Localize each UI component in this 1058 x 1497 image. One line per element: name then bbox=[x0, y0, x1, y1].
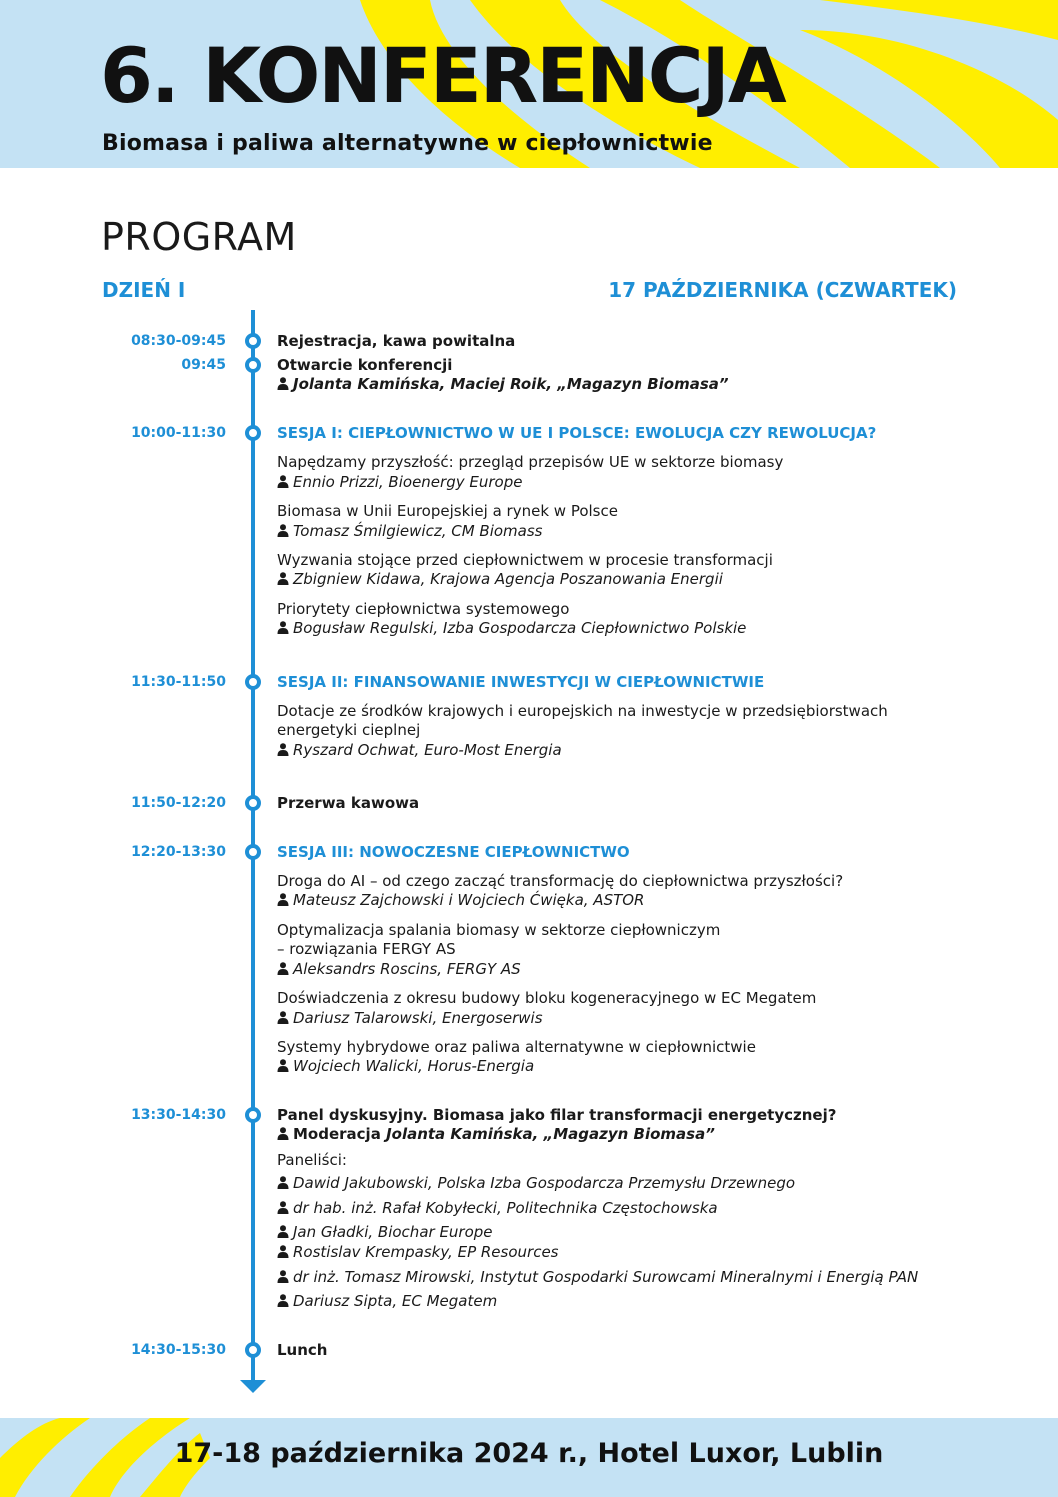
person-icon bbox=[277, 893, 289, 906]
panelist bbox=[277, 1292, 497, 1311]
speaker-name: Jolanta Kamińska, Maciej Roik, „Magazyn Biomasa” bbox=[293, 375, 729, 393]
speaker-line bbox=[277, 960, 521, 979]
day-label: DZIEŃ I bbox=[102, 278, 186, 302]
agenda-item: Lunch bbox=[277, 1341, 328, 1359]
panelist bbox=[277, 1223, 493, 1242]
timeline-dot bbox=[245, 674, 261, 690]
person-icon bbox=[277, 1245, 289, 1258]
timeline-dot bbox=[245, 1107, 261, 1123]
time-slot: 14:30-15:30 bbox=[131, 1342, 226, 1358]
timeline-arrow bbox=[240, 1380, 266, 1393]
talk-title: Doświadczenia z okresu budowy bloku kogeneracyjnego w EC Megatem bbox=[277, 989, 817, 1007]
talk-title-cont: energetyki cieplnej bbox=[277, 721, 421, 739]
footer-event-info: 17-18 października 2024 r., Hotel Luxor, Lublin bbox=[174, 1438, 884, 1469]
talk-title: Priorytety ciepłownictwa systemowego bbox=[277, 600, 570, 618]
session-title: SESJA III: NOWOCZESNE CIEPŁOWNICTWO bbox=[277, 843, 630, 861]
moderator-label: Moderacja bbox=[293, 1125, 381, 1143]
person-icon bbox=[277, 377, 289, 390]
person-icon bbox=[277, 743, 289, 756]
person-icon bbox=[277, 1294, 289, 1307]
speaker-line bbox=[277, 375, 729, 394]
person-icon bbox=[277, 1225, 289, 1238]
speaker-name: Wojciech Walicki, Horus-Energia bbox=[293, 1057, 535, 1075]
speaker-line bbox=[277, 741, 562, 760]
speaker-name: Aleksandrs Roscins, FERGY AS bbox=[293, 960, 521, 978]
panelist-name: Dariusz Sipta, EC Megatem bbox=[293, 1292, 498, 1310]
person-icon bbox=[277, 962, 289, 975]
talk-title: Systemy hybrydowe oraz paliwa alternatywne w ciepłownictwie bbox=[277, 1038, 756, 1056]
speaker-line bbox=[277, 570, 723, 589]
timeline-dot bbox=[245, 425, 261, 441]
page-subtitle: Biomasa i paliwa alternatywne w ciepłownictwie bbox=[102, 131, 713, 156]
person-icon bbox=[277, 1176, 289, 1189]
speaker-line bbox=[277, 1009, 543, 1028]
speaker-line bbox=[277, 522, 542, 541]
panelist-name: dr hab. inż. Rafał Kobyłecki, Politechnika Częstochowska bbox=[293, 1199, 718, 1217]
person-icon bbox=[277, 1270, 289, 1283]
person-icon bbox=[277, 475, 289, 488]
panelists-label: Paneliści: bbox=[277, 1151, 347, 1169]
panelist-name: Dawid Jakubowski, Polska Izba Gospodarcza Przemysłu Drzewnego bbox=[293, 1174, 796, 1192]
session-title: SESJA II: FINANSOWANIE INWESTYCJI W CIEPŁOWNICTWIE bbox=[277, 673, 765, 691]
time-slot: 09:45 bbox=[181, 357, 226, 373]
speaker-name: Ryszard Ochwat, Euro-Most Energia bbox=[293, 741, 562, 759]
time-slot: 12:20-13:30 bbox=[131, 844, 226, 860]
talk-title: Napędzamy przyszłość: przegląd przepisów UE w sektorze biomasy bbox=[277, 453, 784, 471]
person-icon bbox=[277, 1059, 289, 1072]
speaker-name: Mateusz Zajchowski i Wojciech Ćwiękа, ASTOR bbox=[293, 891, 645, 909]
time-slot: 11:30-11:50 bbox=[131, 674, 226, 690]
talk-title: Wyzwania stojące przed ciepłownictwem w procesie transformacji bbox=[277, 551, 773, 569]
person-icon bbox=[277, 524, 289, 537]
time-slot: 13:30-14:30 bbox=[131, 1107, 226, 1123]
time-slot: 10:00-11:30 bbox=[131, 425, 226, 441]
talk-title: Dotacje ze środków krajowych i europejskich na inwestycje w przedsiębiorstwach bbox=[277, 702, 888, 720]
speaker-name: Dariusz Talarowski, Energoserwis bbox=[293, 1009, 543, 1027]
speaker-name: Tomasz Śmilgiewicz, CM Biomass bbox=[293, 522, 543, 540]
person-icon bbox=[277, 621, 289, 634]
time-slot: 11:50-12:20 bbox=[131, 795, 226, 811]
timeline-dot bbox=[245, 844, 261, 860]
panelist-name: dr inż. Tomasz Mirowski, Instytut Gospodarki Surowcami Mineralnymi i Energią PAN bbox=[293, 1268, 919, 1286]
speaker-name: Ennio Prizzi, Bioenergy Europe bbox=[293, 473, 523, 491]
footer-band bbox=[0, 1418, 1058, 1497]
talk-title: Biomasa w Unii Europejskiej a rynek w Polsce bbox=[277, 502, 618, 520]
talk-title: Droga do AI – od czego zacząć transformację do ciepłownictwa przyszłości? bbox=[277, 872, 844, 890]
panel-title: Panel dyskusyjny. Biomasa jako filar transformacji energetycznej? bbox=[277, 1106, 837, 1124]
panel-moderator bbox=[277, 1125, 715, 1144]
session-title: SESJA I: CIEPŁOWNICTWO W UE I POLSCE: EWOLUCJA CZY REWOLUCJA? bbox=[277, 424, 877, 442]
timeline-dot bbox=[245, 795, 261, 811]
program-heading: PROGRAM bbox=[101, 215, 297, 259]
speaker-line bbox=[277, 891, 644, 910]
person-icon bbox=[277, 1201, 289, 1214]
panelist bbox=[277, 1199, 718, 1218]
speaker-line bbox=[277, 619, 746, 638]
speaker-name: Zbigniew Kidawa, Krajowa Agencja Poszanowania Energii bbox=[293, 570, 723, 588]
page-title: 6. KONFERENCJA bbox=[100, 31, 785, 120]
timeline-dot bbox=[245, 357, 261, 373]
day-date: 17 PAŹDZIERNIKA (CZWARTEK) bbox=[608, 278, 957, 302]
timeline-dot bbox=[245, 333, 261, 349]
agenda-item: Przerwa kawowa bbox=[277, 794, 420, 812]
panelist bbox=[277, 1174, 795, 1193]
header-band bbox=[0, 0, 1058, 168]
speaker-name: Bogusław Regulski, Izba Gospodarcza Ciepłownictwo Polskie bbox=[293, 619, 747, 637]
agenda-item: Otwarcie konferencji bbox=[277, 356, 453, 374]
timeline-dot bbox=[245, 1342, 261, 1358]
agenda-item: Rejestracja, kawa powitalna bbox=[277, 332, 516, 350]
talk-title: Optymalizacja spalania biomasy w sektorze ciepłowniczym bbox=[277, 921, 721, 939]
panelist bbox=[277, 1243, 559, 1262]
person-icon bbox=[277, 1011, 289, 1024]
speaker-line bbox=[277, 1057, 534, 1076]
panelist-name: Jan Gładki, Biochar Europe bbox=[293, 1223, 493, 1241]
panelist bbox=[277, 1268, 918, 1287]
person-icon bbox=[277, 572, 289, 585]
panelist-name: Rostislav Krempasky, EP Resources bbox=[293, 1243, 559, 1261]
time-slot: 08:30-09:45 bbox=[131, 333, 226, 349]
speaker-line bbox=[277, 473, 522, 492]
talk-title-cont: – rozwiązania FERGY AS bbox=[277, 940, 456, 958]
person-icon bbox=[277, 1127, 289, 1140]
moderator-name: Jolanta Kamińska, „Magazyn Biomasa” bbox=[386, 1125, 715, 1143]
